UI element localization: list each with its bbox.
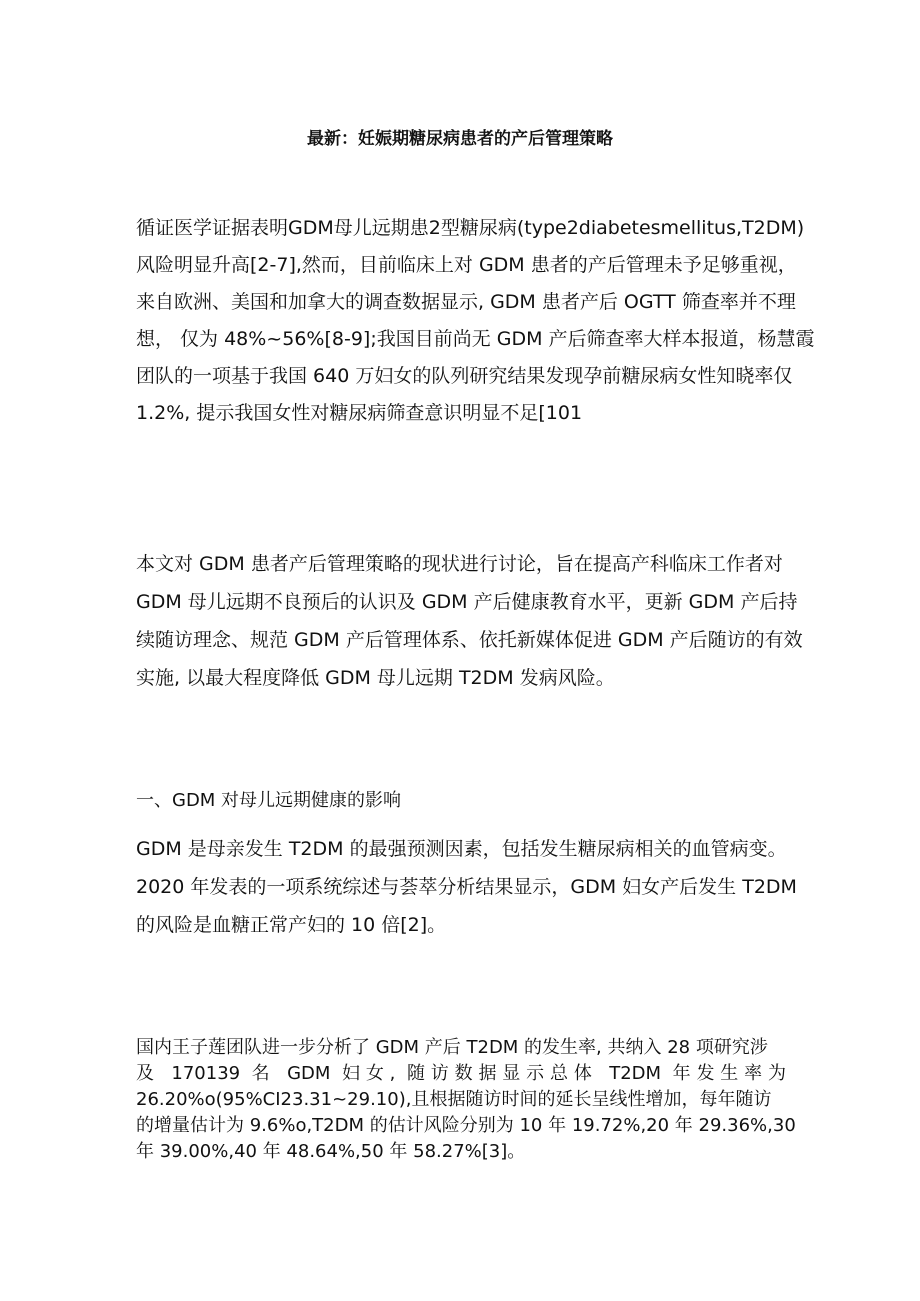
text-line: 的增量估计为 9.6%o,T2DM 的估计风险分别为 10 年 19.72%,20 年 29.36%,30	[136, 1115, 796, 1136]
text-line: 的风险是血糖正常产妇的 10 倍[2]。	[136, 914, 447, 936]
paragraph-section1-second	[136, 1035, 796, 1165]
text-line: GDM 母儿远期不良预后的认识及 GDM 产后健康教育水平，更新 GDM 产后持	[136, 591, 798, 613]
text-line: 续随访理念、规范 GDM 产后管理体系、依托新媒体促进 GDM 产后随访的有效	[136, 629, 803, 651]
section-heading: 一、GDM 对母儿远期健康的影响	[136, 790, 402, 811]
paragraph-purpose	[136, 545, 803, 697]
text-line: 来自欧洲、美国和加拿大的调查数据显示, GDM 患者产后 OGTT 筛查率并不理	[136, 291, 796, 313]
text-line: 实施, 以最大程度降低 GDM 母儿远期 T2DM 发病风险。	[136, 667, 615, 689]
text-line: 1.2%, 提示我国女性对糖尿病筛查意识明显不足[101	[136, 402, 583, 424]
text-line: 想， 仅为 48%~56%[8-9];我国目前尚无 GDM 产后筛查率大样本报道，杨慧霞	[136, 328, 815, 350]
text-line: 国内王子莲团队进一步分析了 GDM 产后 T2DM 的发生率, 共纳入 28 项研究涉	[136, 1037, 768, 1058]
text-line: 团队的一项基于我国 640 万妇女的队列研究结果发现孕前糖尿病女性知晓率仅	[136, 365, 793, 387]
text-line: 风险明显升高[2-7],然而，目前临床上对 GDM 患者的产后管理未予足够重视，	[136, 254, 797, 276]
paragraph-intro	[136, 210, 815, 432]
text-line: GDM 是母亲发生 T2DM 的最强预测因素，包括发生糖尿病相关的血管病变。	[136, 838, 787, 860]
paragraph-section1-first	[136, 830, 797, 944]
text-line: 年 39.00%,40 年 48.64%,50 年 58.27%[3]。	[136, 1141, 526, 1162]
document-title: 最新：妊娠期糖尿病患者的产后管理策略	[307, 129, 613, 149]
text-line: 及 170139 名 GDM 妇女, 随访数据显示总体 T2DM 年发生率为	[136, 1063, 786, 1084]
text-line: 循证医学证据表明GDM母儿远期患2型糖尿病(type2diabetesmellitus,T2DM)	[136, 217, 805, 239]
text-line: 26.20%o(95%CI23.31~29.10),且根据随访时间的延长呈线性增加，每年随访	[136, 1089, 772, 1110]
text-line: 本文对 GDM 患者产后管理策略的现状进行讨论，旨在提高产科临床工作者对	[136, 553, 783, 575]
text-line: 2020 年发表的一项系统综述与荟萃分析结果显示，GDM 妇女产后发生 T2DM	[136, 876, 797, 898]
